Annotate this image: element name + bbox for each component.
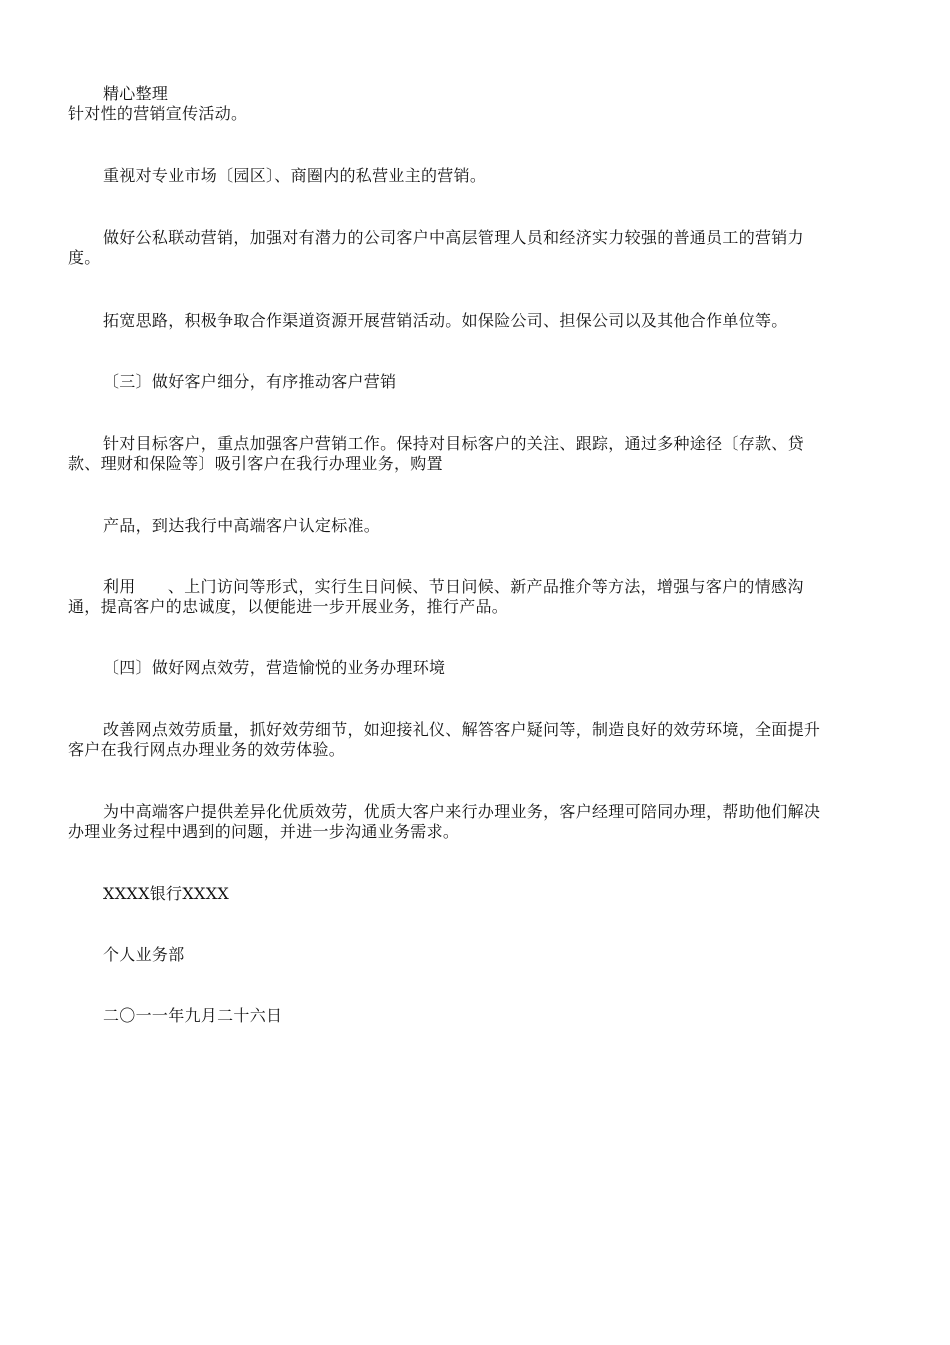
text-line: 拓宽思路，积极争取合作渠道资源开展营销活动。如保险公司、担保公司以及其他合作单位等。 (103, 311, 788, 330)
text-line: 重视对专业市场〔园区〕、商圈内的私营业主的营销。 (103, 166, 487, 185)
text-line: 客户在我行网点办理业务的效劳体验。 (68, 740, 346, 759)
text-line: 度。 (68, 248, 101, 267)
text-line: 做好公私联动营销，加强对有潜力的公司客户中高层管理人员和经济实力较强的普通员工的营销力 (103, 228, 804, 247)
section-heading: 〔三〕做好客户细分，有序推动客户营销 (103, 372, 397, 391)
section-heading: 〔四〕做好网点效劳，营造愉悦的业务办理环境 (103, 658, 446, 677)
text-line: 针对目标客户，重点加强客户营销工作。保持对目标客户的关注、跟踪，通过多种途径〔存款、贷 (103, 434, 804, 453)
text-line: 产品，到达我行中高端客户认定标准。 (103, 516, 381, 535)
text-line: 通，提高客户的忠诚度，以便能进一步开展业务，推行产品。 (68, 597, 509, 616)
signature-org: XXXX银行XXXX (103, 884, 230, 903)
text-line: 办理业务过程中遇到的问题，并进一步沟通业务需求。 (68, 822, 460, 841)
signature-dept: 个人业务部 (103, 945, 185, 964)
text-line: 款、理财和保险等〕吸引客户在我行办理业务，购置 (68, 454, 443, 473)
text-line: 为中高端客户提供差异化优质效劳，优质大客户来行办理业务，客户经理可陪同办理，帮助他们解决 (103, 802, 821, 821)
header-note: 精心整理 (103, 84, 169, 103)
text-line: 改善网点效劳质量，抓好效劳细节，如迎接礼仪、解答客户疑问等，制造良好的效劳环境，全面提升 (103, 720, 821, 739)
signature-date: 二〇一一年九月二十六日 (103, 1006, 283, 1025)
text-line: 利用 、上门访问等形式，实行生日问候、节日问候、新产品推介等方法，增强与客户的情感沟 (103, 577, 804, 596)
text-line: 针对性的营销宣传活动。 (68, 104, 248, 123)
